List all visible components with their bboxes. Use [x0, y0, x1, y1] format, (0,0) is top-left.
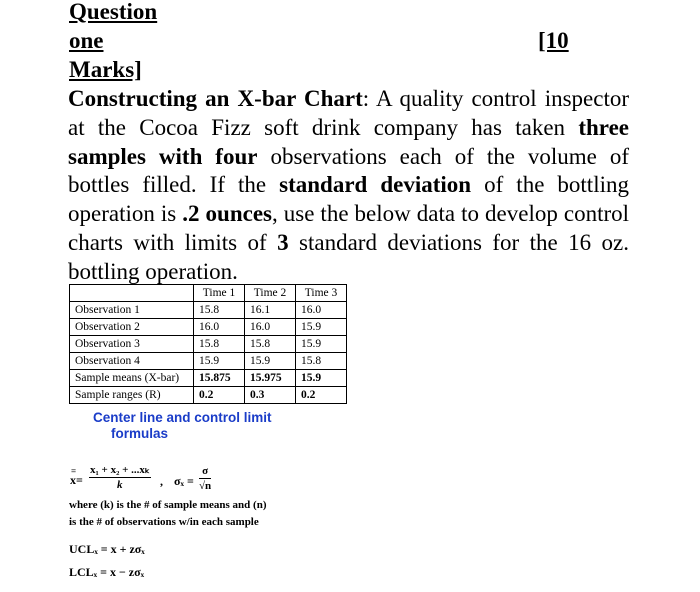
- problem-bold-2: standard deviation: [279, 172, 472, 198]
- row-label: Sample means (X-bar): [70, 370, 194, 387]
- formulas-heading-line2: formulas: [111, 426, 169, 441]
- table-header-cell: Time 1: [194, 285, 245, 302]
- table-cell: 15.9: [245, 353, 296, 370]
- table-row: [70, 336, 347, 353]
- table-row: [70, 302, 347, 319]
- where-line-2: is the # of observations w/in each sample: [69, 516, 259, 528]
- table-cell: 16.0: [194, 319, 245, 336]
- sigma-numerator: σ: [199, 464, 211, 479]
- table-row: [70, 370, 347, 387]
- sigma-fraction: [199, 464, 211, 493]
- sigma-xbar-symbol: σₓ =: [174, 474, 194, 488]
- xbarbar-symbol: = x=: [70, 466, 83, 487]
- problem-bold-4: 3: [277, 229, 289, 255]
- table-header-cell: Time 2: [245, 285, 296, 302]
- table-cell: 15.9: [194, 353, 245, 370]
- problem-bold-1: three samples with four: [68, 114, 629, 169]
- table-cell: 15.9: [296, 319, 347, 336]
- formula-comma: ,: [160, 474, 163, 488]
- table-row: [70, 387, 347, 404]
- problem-bold-3: .2 ounces: [182, 201, 272, 227]
- observation-table: [69, 284, 347, 404]
- row-label: Sample ranges (R): [70, 387, 194, 404]
- table-cell: 15.8: [194, 302, 245, 319]
- table-cell: 15.875: [194, 370, 245, 387]
- table-cell: 16.1: [245, 302, 296, 319]
- table-cell: 15.8: [194, 336, 245, 353]
- table-cell: 15.975: [245, 370, 296, 387]
- fraction-denominator: k: [117, 479, 123, 491]
- ucl-formula: UCLₓ = x + zσₓ: [69, 542, 145, 556]
- problem-statement: [68, 85, 629, 287]
- table-cell: 15.9: [296, 370, 347, 387]
- table-cell: 15.8: [296, 353, 347, 370]
- question-number: one: [69, 28, 104, 53]
- table-cell: 0.2: [194, 387, 245, 404]
- table-cell: 15.8: [245, 336, 296, 353]
- row-label: Observation 3: [70, 336, 194, 353]
- problem-text-1: : A quality control inspector at the Cocoa Fizz soft drink company has taken: [68, 86, 630, 140]
- table-cell: 0.3: [245, 387, 296, 404]
- marks-label-open: [10: [538, 28, 569, 53]
- question-heading: Question: [69, 0, 158, 24]
- table-cell: 0.2: [296, 387, 347, 404]
- table-row: [70, 319, 347, 336]
- table-header-cell: Time 3: [296, 285, 347, 302]
- table-cell: 16.0: [245, 319, 296, 336]
- table-cell: 16.0: [296, 302, 347, 319]
- marks-label-close: Marks]: [69, 57, 142, 82]
- table-cell: 15.9: [296, 336, 347, 353]
- center-line-fraction: [89, 463, 151, 492]
- problem-text-5: standard deviations for the 16 oz. bottling operation.: [68, 229, 629, 284]
- row-label: Observation 1: [70, 302, 194, 319]
- table-header-cell: [70, 285, 194, 302]
- problem-text-3: of the bottling operation is: [68, 172, 629, 227]
- problem-text-4: , use the below data to develop control charts with limits of: [68, 201, 630, 255]
- equals-sign: =: [76, 473, 83, 487]
- lcl-formula: LCLₓ = x − zσₓ: [69, 565, 145, 579]
- where-line-1: where (k) is the # of sample means and (n): [69, 499, 267, 511]
- table-header-row: [70, 285, 347, 302]
- formulas-heading-line1: Center line and control limit: [93, 410, 272, 425]
- row-label: Observation 4: [70, 353, 194, 370]
- fraction-numerator: x₁ + x₂ + ...xₖ: [90, 464, 150, 476]
- problem-title: Constructing an X-bar Chart: [68, 86, 363, 111]
- xbarbar-letter: x: [70, 473, 76, 487]
- row-label: Observation 2: [70, 319, 194, 336]
- sigma-denominator: √n: [199, 480, 212, 492]
- problem-text-2: observations each of the volume of bottles filled. If the: [68, 143, 630, 198]
- table-row: [70, 353, 347, 370]
